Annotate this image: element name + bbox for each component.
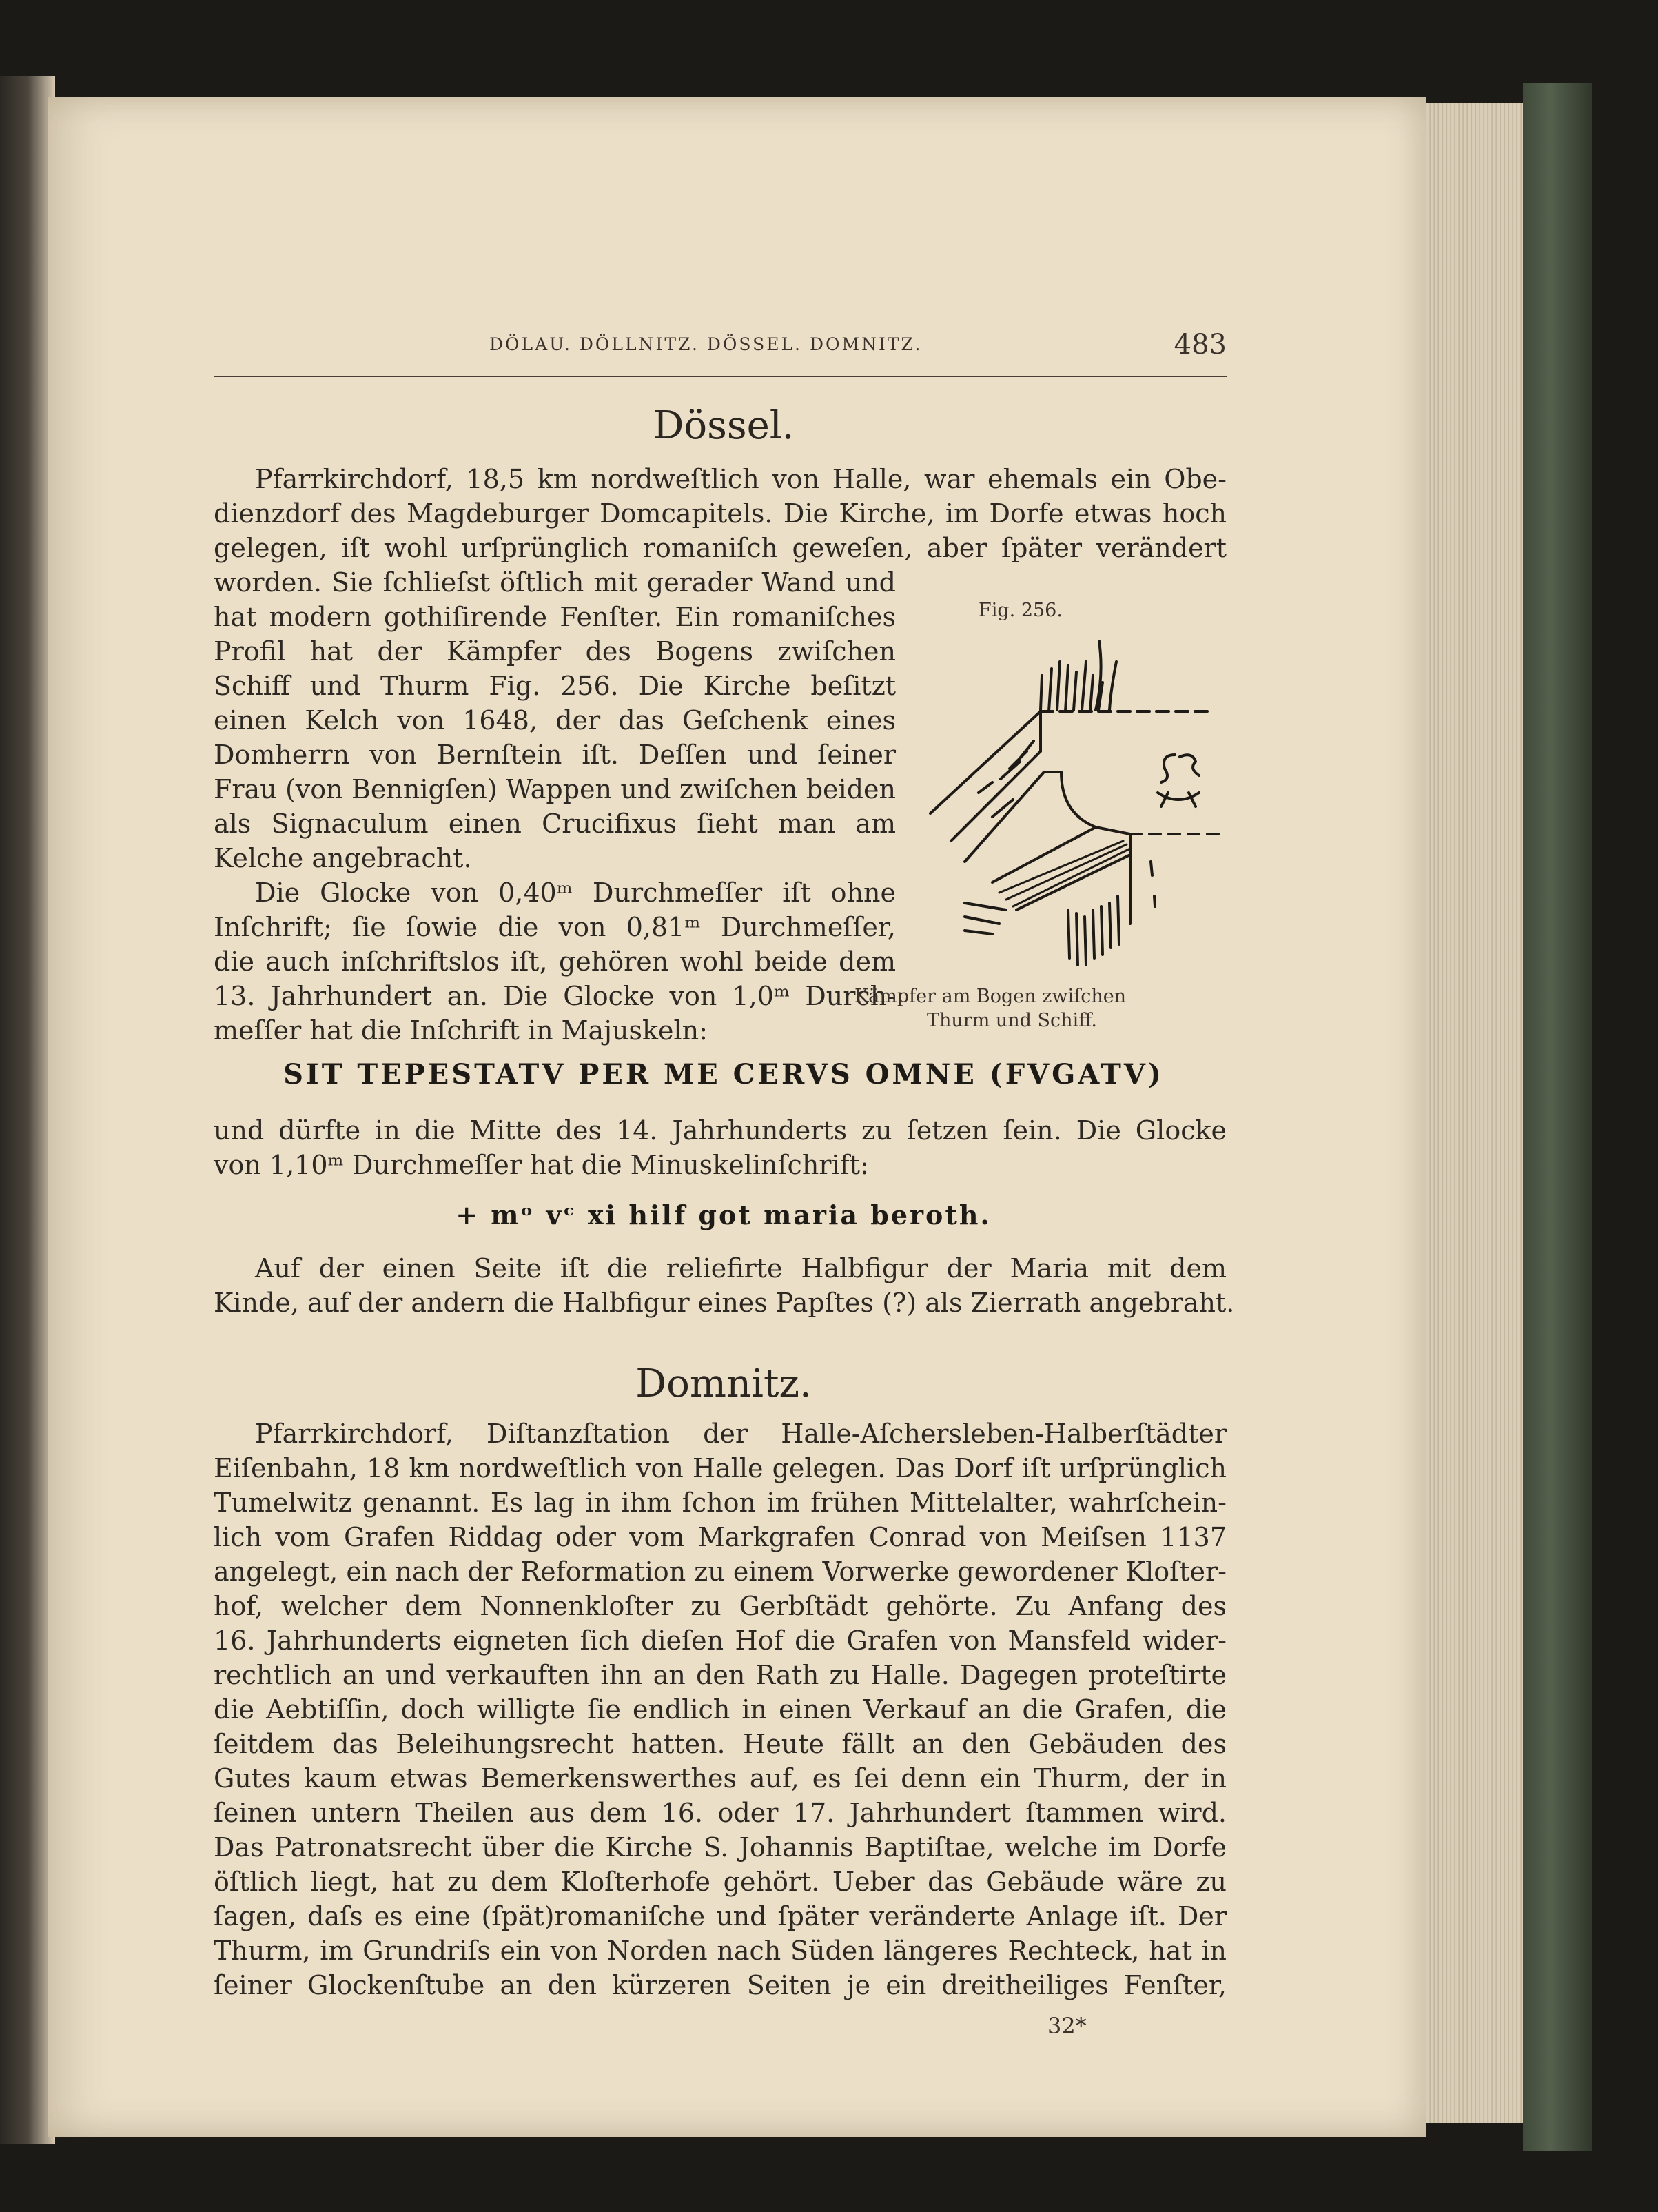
domnitz-line: hof, welcher dem Nonnenkloſter zu Gerbſtädt gehörte. Zu Anfang des <box>214 1591 1227 1621</box>
book-cover-right <box>1523 83 1592 2151</box>
dossel-line: Domherrn von Bernſtein iſt. Deſſen und ſeiner <box>214 740 896 770</box>
dossel-line: Schiff und Thurm Fig. 256. Die Kirche beſitzt <box>214 671 896 701</box>
dossel-line: einen Kelch von 1648, der das Geſchenk eines <box>214 705 896 735</box>
majuscule-inscription: SIT TEPESTATV PER ME CERVS OMNE (FVGATV) <box>283 1058 1164 1090</box>
running-title: DÖLAU. DÖLLNITZ. DÖSSEL. DOMNITZ. <box>489 334 923 354</box>
section-heading-domnitz: Domnitz. <box>635 1361 812 1406</box>
dossel-line: Pfarrkirchdorf, 18,5 km nordweſtlich von Halle, war ehemals ein Obe- <box>255 464 1227 494</box>
dossel-line: Inſchrift; ſie ſowie die von 0,81ᵐ Durchmeſſer, <box>214 912 896 942</box>
dossel-line: dienzdorf des Magdeburger Domcapitels. Die Kirche, im Dorfe etwas hoch <box>214 498 1227 529</box>
book-page <box>48 97 1426 2137</box>
page-edges <box>1423 103 1526 2123</box>
dossel-closing-line: Auf der einen Seite iſt die reliefirte Halbfigur der Maria mit dem <box>255 1253 1227 1283</box>
domnitz-line: ſeitdem das Beleihungsrecht hatten. Heute fällt an den Gebäuden des <box>214 1729 1227 1759</box>
dossel-line: 13. Jahrhundert an. Die Glocke von 1,0ᵐ Durch- <box>214 981 896 1011</box>
domnitz-line: lich vom Grafen Riddag oder vom Markgrafen Conrad von Meiſsen 1137 <box>214 1522 1227 1552</box>
domnitz-line: öſtlich liegt, hat zu dem Kloſterhofe gehört. Ueber das Gebäude wäre zu <box>214 1867 1227 1897</box>
domnitz-line: ſeinen untern Theilen aus dem 16. oder 17. Jahrhundert ſtammen wird. <box>214 1798 1227 1828</box>
signature-mark: 32* <box>1047 2013 1087 2039</box>
domnitz-line: Das Patronatsrecht über die Kirche S. Johannis Baptiſtae, welche im Dorfe <box>214 1832 1227 1863</box>
dossel-line: Kelche angebracht. <box>214 843 472 873</box>
dossel-line: hat modern gothiſirende Fenſter. Ein romaniſches <box>214 602 896 632</box>
figure-caption-line1: Kämpfer am Bogen zwiſchen <box>854 986 1127 1007</box>
domnitz-line: ſeiner Glockenſtube an den kürzeren Seiten je ein dreitheiliges Fenſter, <box>214 1970 1227 2000</box>
domnitz-line: Eiſenbahn, 18 km nordweſtlich von Halle gelegen. Das Dorf iſt urſprünglich <box>214 1453 1227 1483</box>
dossel-line: als Signaculum einen Crucifixus ſieht man am <box>214 809 896 839</box>
dossel-line: Frau (von Bennigſen) Wappen und zwiſchen beiden <box>214 774 896 804</box>
dossel-line: Profil hat der Kämpfer des Bogens zwiſchen <box>214 636 896 667</box>
domnitz-line: Tumelwitz genannt. Es lag in ihm ſchon im frühen Mittelalter, wahrſchein- <box>214 1488 1227 1518</box>
dossel-line: Die Glocke von 0,40ᵐ Durchmeſſer iſt ohne <box>255 877 896 908</box>
section-heading-dossel: Dössel. <box>653 403 795 448</box>
domnitz-line: Thurm, im Grundriſs ein von Norden nach Süden längeres Rechteck, hat in <box>214 1936 1227 1966</box>
figure-caption-line2: Thurm und Schiff. <box>927 1010 1097 1031</box>
figure-256-drawing <box>923 634 1227 972</box>
domnitz-line: Gutes kaum etwas Bemerkenswerthes auf, es ſei denn ein Thurm, der in <box>214 1763 1227 1794</box>
dossel-line: worden. Sie ſchlieſst öſtlich mit gerader Wand und <box>214 567 896 598</box>
dossel-line: meſſer hat die Inſchrift in Majuskeln: <box>214 1015 708 1046</box>
domnitz-line: rechtlich an und verkauften ihn an den Rath zu Halle. Dagegen proteſtirte <box>214 1660 1227 1690</box>
book-spine-left <box>0 76 55 2144</box>
page-number: 483 <box>1174 329 1227 361</box>
minuscule-inscription: + mᵒ vᶜ xi hilf got maria beroth. <box>456 1199 992 1230</box>
figure-label: Fig. 256. <box>979 600 1063 621</box>
dossel-line: die auch inſchriftslos iſt, gehören wohl beide dem <box>214 946 896 977</box>
dossel-line: gelegen, iſt wohl urſprünglich romaniſch geweſen, aber ſpäter verändert <box>214 533 1227 563</box>
dossel-line-after: und dürfte in die Mitte des 14. Jahrhunderts zu ſetzen ſein. Die Glocke <box>214 1115 1227 1146</box>
dossel-line-after: von 1,10ᵐ Durchmeſſer hat die Minuskelinſchrift: <box>214 1150 869 1180</box>
domnitz-line: ſagen, daſs es eine (ſpät)romaniſche und ſpäter veränderte Anlage iſt. Der <box>214 1901 1227 1931</box>
domnitz-line: 16. Jahrhunderts eigneten ſich dieſen Hof die Grafen von Mansfeld wider- <box>214 1625 1227 1656</box>
domnitz-line: die Aebtiſſin, doch willigte ſie endlich in einen Verkauf an die Grafen, die <box>214 1694 1227 1725</box>
domnitz-line: Pfarrkirchdorf, Diſtanzſtation der Halle-Aſchersleben-Halberſtädter <box>255 1419 1227 1449</box>
dossel-closing-line: Kinde, auf der andern die Halbfigur eines Papſtes (?) als Zierrath angebraht. <box>214 1288 1235 1318</box>
domnitz-line: angelegt, ein nach der Reformation zu einem Vorwerke gewordener Kloſter- <box>214 1556 1227 1587</box>
running-head <box>214 327 1227 377</box>
